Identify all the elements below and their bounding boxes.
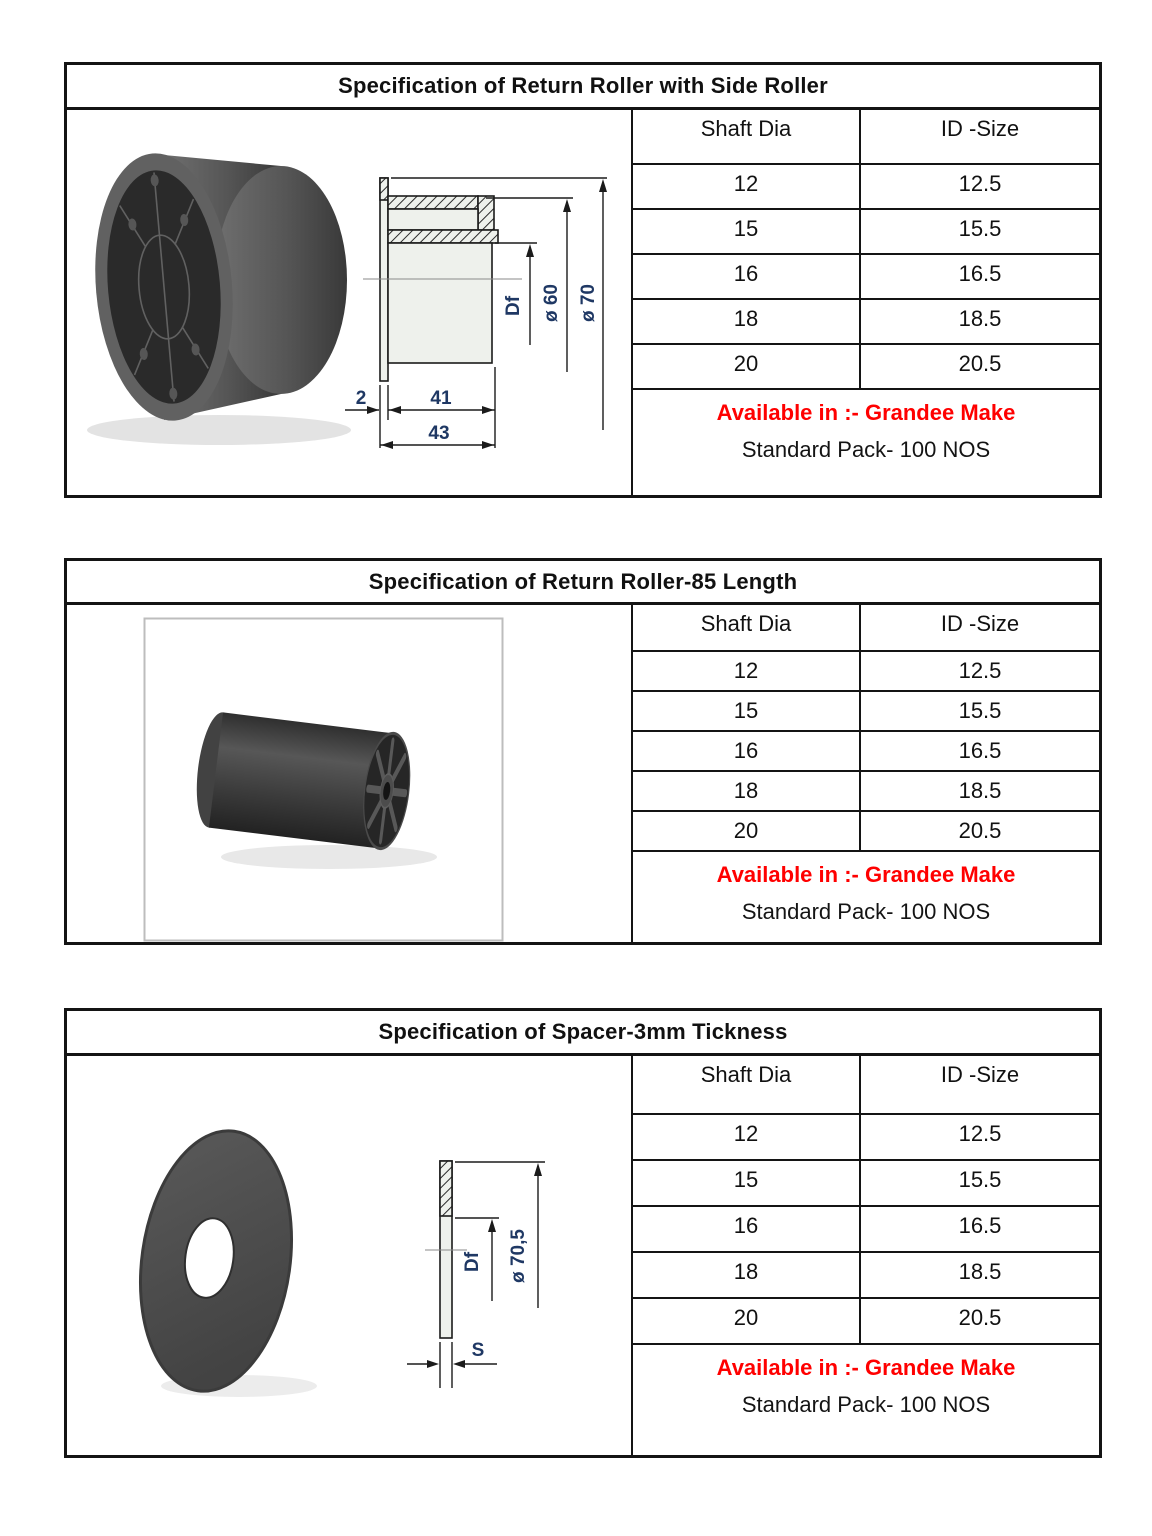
id-size-value: 20.5 xyxy=(859,1299,1099,1343)
spec-table-return-roller-85 xyxy=(64,558,1102,945)
table-row xyxy=(633,210,1099,255)
table-row xyxy=(633,345,1099,390)
table-row xyxy=(633,255,1099,300)
table-row xyxy=(633,1115,1099,1161)
table-row xyxy=(633,652,1099,692)
id-size-value: 16.5 xyxy=(859,255,1099,298)
shaft-dia-value: 16 xyxy=(733,738,759,763)
id-size-value: 12.5 xyxy=(859,652,1099,690)
shaft-dia-value: 18 xyxy=(733,1259,759,1284)
id-size-value: 15.5 xyxy=(859,1161,1099,1205)
figure-cell-return-roller-85 xyxy=(67,605,631,942)
table-row xyxy=(633,732,1099,772)
shaft-dia-value: 20 xyxy=(733,1305,759,1330)
table-title: Specification of Spacer-3mm Tickness xyxy=(67,1011,1099,1056)
column-header-id-size: ID -Size xyxy=(859,605,1099,650)
shaft-dia-value: 18 xyxy=(733,778,759,803)
id-size-value: 20.5 xyxy=(859,345,1099,388)
figure-cell-return-roller-side-roller xyxy=(67,110,631,495)
availability-note: Available in :- Grandee Make xyxy=(716,862,1016,887)
return-roller-side-roller-photo xyxy=(85,148,351,445)
table-row xyxy=(633,692,1099,732)
id-size-value: 20.5 xyxy=(859,812,1099,850)
spec-table-return-roller-side-roller xyxy=(64,62,1102,498)
table-row xyxy=(633,1253,1099,1299)
shaft-dia-value: 12 xyxy=(733,658,759,683)
id-size-value: 15.5 xyxy=(859,210,1099,253)
table-row xyxy=(633,165,1099,210)
dimension-label-dia705: ø 70,5 xyxy=(508,1229,529,1283)
figure-cell-spacer xyxy=(67,1056,631,1455)
shaft-dia-value: 18 xyxy=(733,306,759,331)
shaft-dia-value: 15 xyxy=(733,1167,759,1192)
column-header-shaft-dia: Shaft Dia xyxy=(700,116,792,141)
availability-footer xyxy=(633,852,1099,942)
id-size-value: 12.5 xyxy=(859,1115,1099,1159)
shaft-dia-value: 20 xyxy=(733,818,759,843)
spacer-section-drawing xyxy=(425,1161,467,1338)
table-row xyxy=(633,812,1099,852)
dimension-label-total-length: 43 xyxy=(428,423,450,444)
table-header-row xyxy=(633,1056,1099,1115)
standard-pack-note: Standard Pack- 100 NOS xyxy=(741,1392,991,1417)
dimension-label-dia60: ø 60 xyxy=(541,283,562,323)
column-header-id-size: ID -Size xyxy=(859,110,1099,163)
dimension-label-df: Df xyxy=(462,1251,483,1273)
spacer-figure xyxy=(67,1056,631,1455)
shaft-dia-value: 16 xyxy=(733,261,759,286)
table-header-row xyxy=(633,605,1099,652)
dimension-label-dia70: ø 70 xyxy=(578,283,599,323)
availability-note: Available in :- Grandee Make xyxy=(716,400,1016,425)
dimension-label-inner-length: 41 xyxy=(430,388,452,409)
table-row xyxy=(633,772,1099,812)
dimension-label-df: Df xyxy=(503,295,524,317)
column-header-shaft-dia: Shaft Dia xyxy=(700,611,792,636)
column-header-shaft-dia: Shaft Dia xyxy=(700,1062,792,1087)
shaft-dia-value: 15 xyxy=(733,216,759,241)
shaft-dia-value: 16 xyxy=(733,1213,759,1238)
spacer-dimensions xyxy=(407,1162,545,1388)
standard-pack-note: Standard Pack- 100 NOS xyxy=(741,899,991,924)
spacer-photo xyxy=(124,1121,317,1401)
id-size-value: 16.5 xyxy=(859,732,1099,770)
spec-table-spacer-3mm xyxy=(64,1008,1102,1458)
table-row xyxy=(633,1299,1099,1345)
id-size-value: 18.5 xyxy=(859,300,1099,343)
return-roller-side-roller-figure xyxy=(67,110,631,495)
return-roller-85-figure xyxy=(67,605,631,942)
table-header-row xyxy=(633,110,1099,165)
return-roller-section-drawing xyxy=(363,178,522,381)
shaft-dia-value: 12 xyxy=(733,171,759,196)
dimension-label-flange-thickness: 2 xyxy=(355,388,367,409)
shaft-dia-value: 20 xyxy=(733,351,759,376)
table-row xyxy=(633,300,1099,345)
dimension-label-thickness: S xyxy=(471,1340,485,1361)
shaft-dia-value: 12 xyxy=(733,1121,759,1146)
id-size-value: 18.5 xyxy=(859,1253,1099,1297)
shaft-dia-value: 15 xyxy=(733,698,759,723)
table-title: Specification of Return Roller-85 Length xyxy=(67,561,1099,605)
table-row xyxy=(633,1207,1099,1253)
standard-pack-note: Standard Pack- 100 NOS xyxy=(741,437,991,462)
table-row xyxy=(633,1161,1099,1207)
id-size-value: 12.5 xyxy=(859,165,1099,208)
availability-footer xyxy=(633,1345,1099,1455)
table-title: Specification of Return Roller with Side Roller xyxy=(67,65,1099,110)
availability-note: Available in :- Grandee Make xyxy=(716,1355,1016,1380)
id-size-value: 16.5 xyxy=(859,1207,1099,1251)
availability-footer xyxy=(633,390,1099,495)
id-size-value: 15.5 xyxy=(859,692,1099,730)
id-size-value: 18.5 xyxy=(859,772,1099,810)
column-header-id-size: ID -Size xyxy=(859,1056,1099,1113)
